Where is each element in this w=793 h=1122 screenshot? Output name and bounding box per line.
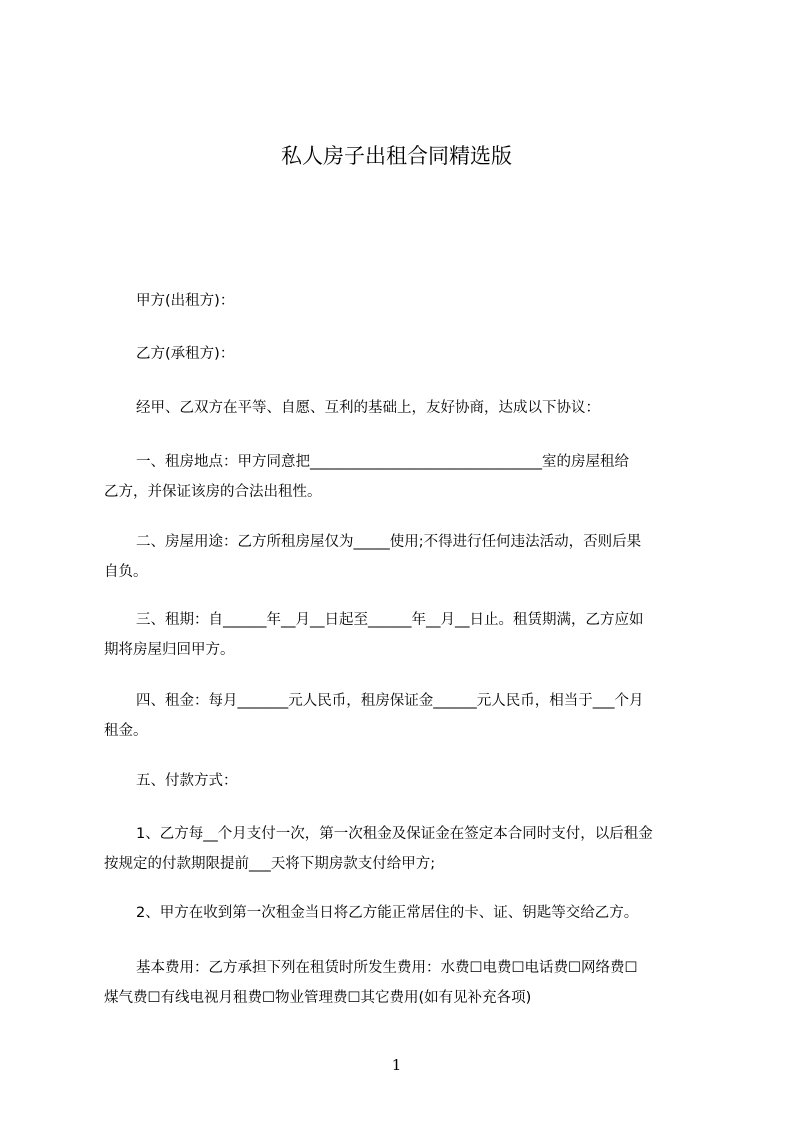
paragraph-line: 一、租房地点：甲方同意把________________________________室的房屋租给 — [136, 454, 629, 470]
clause-term-paragraph — [104, 605, 710, 665]
paragraph-line: 按规定的付款期限提前___天将下期房款支付给甲方; — [104, 856, 436, 872]
paragraph-line: 三、租期：自______年__月__日起至______年__月__日止。租赁期满，乙方应如 — [136, 612, 644, 628]
paragraph-line: 乙方(承租方)： — [136, 346, 235, 362]
paragraph-line: 甲方(出租方)： — [136, 293, 235, 309]
paragraph-line: 乙方，并保证该房的合法出租性。 — [104, 484, 322, 500]
paragraph-line: 2、甲方在收到第一次租金当日将乙方能正常居住的卡、证、钥匙等交给乙方。 — [136, 905, 639, 921]
paragraph-line: 经甲、乙双方在平等、自愿、互利的基础上，友好协商，达成以下协议： — [136, 400, 600, 416]
paragraph-line: 自负。 — [104, 564, 148, 580]
paragraph-line: 四、租金：每月_______元人民币，租房保证金______元人民币，相当于___个月 — [136, 693, 644, 709]
party-b-paragraph — [104, 339, 710, 369]
paragraph-line: 期将房屋归回甲方。 — [104, 642, 235, 658]
basic-fees-paragraph — [104, 953, 710, 1013]
preamble-paragraph — [104, 393, 710, 423]
page-number: 1 — [391, 1056, 402, 1074]
paragraph-line: 五、付款方式： — [136, 773, 238, 789]
paragraph-line: 1、乙方每__个月支付一次，第一次租金及保证金在签定本合同时支付，以后租金 — [136, 826, 653, 842]
clause-location-paragraph — [104, 447, 710, 507]
paragraph-line: 二、房屋用途：乙方所租房屋仅为_____使用;不得进行任何违法活动，否则后果 — [136, 534, 642, 550]
payment-item-1-paragraph — [104, 819, 710, 879]
document-title: 私人房子出租合同精选版 — [281, 144, 512, 168]
party-a-paragraph — [104, 286, 710, 316]
payment-item-2-paragraph — [104, 898, 710, 928]
paragraph-line: 基本费用：乙方承担下列在租赁时所发生费用：水费☐电费☐电话费☐网络费☐ — [136, 960, 638, 976]
clause-rent-paragraph — [104, 686, 710, 746]
paragraph-line: 煤气费☐有线电视月租费☐物业管理费☐其它费用(如有见补充各项) — [104, 990, 532, 1006]
clause-usage-paragraph — [104, 527, 710, 587]
clause-payment-heading — [104, 766, 710, 796]
paragraph-line: 租金。 — [104, 723, 148, 739]
